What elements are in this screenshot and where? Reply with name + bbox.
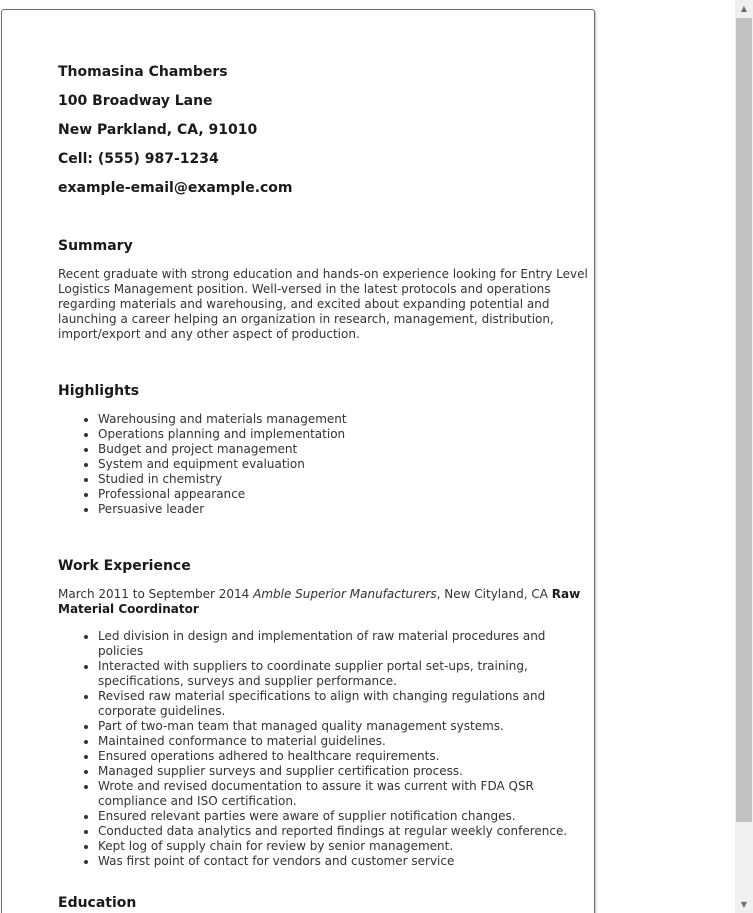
scrollbar-thumb[interactable] bbox=[736, 18, 752, 822]
list-item: • Ensured operations adhered to healthcare requirements. bbox=[98, 749, 588, 764]
list-item: • Budget and project management bbox=[98, 442, 588, 457]
list-item: • Interacted with suppliers to coordinate supplier portal set-ups, training, specifications, surveys and supplier performance. bbox=[98, 659, 588, 689]
list-item: • Conducted data analytics and reported findings at regular weekly conference. bbox=[98, 824, 588, 839]
list-item: • Part of two-man team that managed quality management systems. bbox=[98, 719, 588, 734]
work-heading: Work Experience bbox=[58, 558, 191, 574]
list-item: • Studied in chemistry bbox=[98, 472, 588, 487]
list-item: • Ensured relevant parties were aware of supplier notification changes. bbox=[98, 809, 588, 824]
list-item: • Revised raw material specifications to align with changing regulations and corporate guidelines. bbox=[98, 689, 588, 719]
highlights-heading: Highlights bbox=[58, 383, 140, 399]
list-item: • Managed supplier surveys and supplier certification process. bbox=[98, 764, 588, 779]
vertical-scrollbar[interactable] bbox=[735, 0, 753, 913]
list-item: • Led division in design and implementation of raw material procedures and policies bbox=[98, 629, 588, 659]
contact-city: New Parkland, CA, 91010 bbox=[58, 122, 258, 138]
list-item: • Kept log of supply chain for review by senior management. bbox=[98, 839, 588, 854]
summary-heading: Summary bbox=[58, 238, 133, 254]
resume-page bbox=[1, 9, 595, 913]
job-title: Raw Material Coordinator bbox=[58, 587, 581, 616]
list-item: • System and equipment evaluation bbox=[98, 457, 588, 472]
job-bullets bbox=[58, 629, 588, 869]
scroll-down-arrow-icon[interactable]: ▼ bbox=[740, 900, 748, 909]
contact-name: Thomasina Chambers bbox=[58, 64, 228, 80]
highlights-list bbox=[58, 412, 588, 517]
scroll-up-arrow-icon[interactable]: ▲ bbox=[740, 4, 748, 13]
list-item: • Warehousing and materials management bbox=[98, 412, 588, 427]
list-item: • Persuasive leader bbox=[98, 502, 588, 517]
job-header bbox=[58, 587, 586, 617]
job-company: Amble Superior Manufacturers bbox=[253, 587, 437, 601]
contact-email: example-email@example.com bbox=[58, 180, 293, 196]
list-item: • Professional appearance bbox=[98, 487, 588, 502]
contact-address: 100 Broadway Lane bbox=[58, 93, 213, 109]
education-heading: Education bbox=[58, 895, 137, 911]
list-item: • Operations planning and implementation bbox=[98, 427, 588, 442]
list-item: • Maintained conformance to material guidelines. bbox=[98, 734, 588, 749]
summary-text: Recent graduate with strong education and hands-on experience looking for Entry Level Logistics Management position. Well-versed in the latest protocols and operations regarding materials and warehousing, and excited about expanding potential and launching a career helping an organization in research, management, distribution, import/export and any other aspect of production. bbox=[58, 267, 588, 341]
list-item: • Was first point of contact for vendors and customer service bbox=[98, 854, 588, 869]
job-dates: March 2011 to September 2014 bbox=[58, 587, 250, 601]
contact-cell: Cell: (555) 987-1234 bbox=[58, 151, 219, 167]
job-location: , New Cityland, CA bbox=[436, 587, 548, 601]
list-item: • Wrote and revised documentation to assure it was current with FDA QSR compliance and ISO certification. bbox=[98, 779, 588, 809]
